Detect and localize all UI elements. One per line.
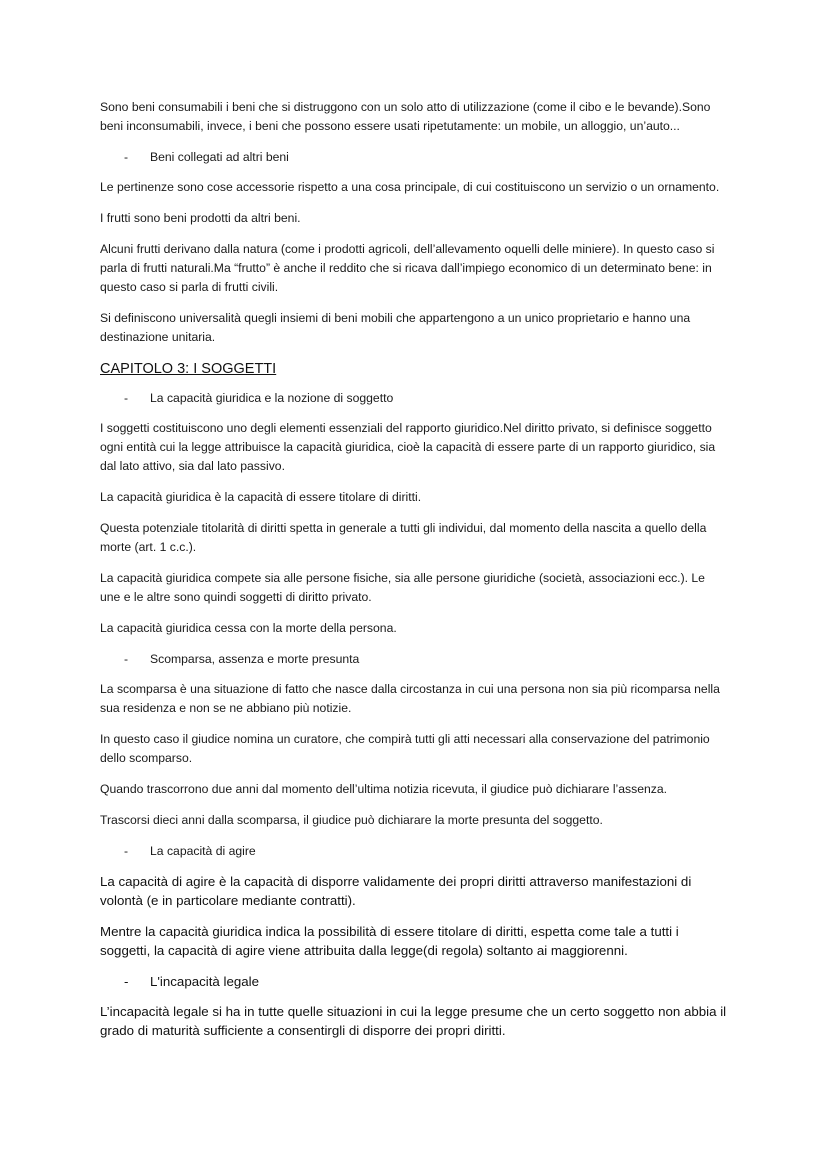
paragraph-incapacita-legale: L’incapacità legale si ha in tutte quelle situazioni in cui la legge presume che un certo soggetto non abbia il grado di maturità sufficiente a consentirgli di disporre dei propri diritti. [100,1004,727,1038]
paragraph-soggetti: I soggetti costituiscono uno degli elementi essenziali del rapporto giuridico.Nel diritto privato, si definisce soggetto ogni entità cui la legge attribuisce la capacità giuridica, cioè la capacità di essere parte di un rapporto giuridico, sia dal lato attivo, sia dal lato passivo. [100,421,716,473]
bullet-text: Beni collegati ad altri beni [150,150,289,164]
chapter-title: CAPITOLO 3: I SOGGETTI [100,361,277,377]
bullet-capacita-agire [100,842,728,861]
paragraph-frutti-naturali: Alcuni frutti derivano dalla natura (come i prodotti agricoli, dell’allevamento oquelli delle miniere). In questo caso si parla di frutti naturali.Ma “frutto” è anche il reddito che si ricava dall’impiego economico di un determinato bene: in questo caso si parla di frutti civili. [100,242,715,294]
document-body [100,98,728,1052]
bullet-text: L'incapacità legale [150,974,259,989]
bullet-text: Scomparsa, assenza e morte presunta [150,652,360,666]
paragraph-scomparsa: La scomparsa è una situazione di fatto che nasce dalla circostanza in cui una persona non sia più ricomparsa nella sua residenza e non se ne abbiano più notizie. [100,682,720,715]
bullet-dash: - [124,150,129,164]
paragraph-persone: La capacità giuridica compete sia alle persone fisiche, sia alle persone giuridiche (società, associazioni ecc.). Le une e le altre sono quindi soggetti di diritto privato. [100,571,705,604]
bullet-capacita-giuridica [100,389,728,408]
bullet-dash: - [124,652,129,666]
bullet-beni-collegati [100,148,728,167]
bullet-dash: - [124,844,129,858]
paragraph-capacita-definizione: La capacità giuridica è la capacità di essere titolare di diritti. [100,490,422,504]
bullet-dash: - [124,974,129,989]
paragraph-curatore: In questo caso il giudice nomina un curatore, che compirà tutti gli atti necessari alla conservazione del patrimonio dello scomparso. [100,732,710,765]
paragraph-capacita-agire: La capacità di agire è la capacità di disporre validamente dei propri diritti attraverso manifestazioni di volontà (e in particolare mediante contratti). [100,874,692,908]
bullet-incapacita-legale [100,972,728,991]
paragraph-frutti: I frutti sono beni prodotti da altri beni. [100,211,301,225]
bullet-scomparsa [100,650,728,669]
paragraph-pertinenze: Le pertinenze sono cose accessorie rispetto a una cosa principale, di cui costituiscono un servizio o un ornamento. [100,180,720,194]
paragraph-consumabili: Sono beni consumabili i beni che si distruggono con un solo atto di utilizzazione (come il cibo e le bevande).Sono beni inconsumabili, invece, i beni che possono essere usati ripetutamente: un mobile, un alloggio, un’auto... [100,100,711,133]
paragraph-assenza: Quando trascorrono due anni dal momento dell’ultima notizia ricevuta, il giudice può dichiarare l’assenza. [100,782,668,796]
paragraph-cessa: La capacità giuridica cessa con la morte della persona. [100,621,397,635]
paragraph-maggiorenni: Mentre la capacità giuridica indica la possibilità di essere titolare di diritti, espetta come tale a tutti i soggetti, la capacità di agire viene attribuita dalla legge(di regola) soltanto ai maggiorenni. [100,924,679,958]
bullet-dash: - [124,391,129,405]
paragraph-morte-presunta: Trascorsi dieci anni dalla scomparsa, il giudice può dichiarare la morte presunta del soggetto. [100,813,603,827]
paragraph-titolarita: Questa potenziale titolarità di diritti spetta in generale a tutti gli individui, dal momento della nascita a quello della morte (art. 1 c.c.). [100,521,707,554]
bullet-text: La capacità giuridica e la nozione di soggetto [150,391,394,405]
paragraph-universalita: Si definiscono universalità quegli insiemi di beni mobili che appartengono a un unico proprietario e hanno una destinazione unitaria. [100,311,691,344]
bullet-text: La capacità di agire [150,844,256,858]
